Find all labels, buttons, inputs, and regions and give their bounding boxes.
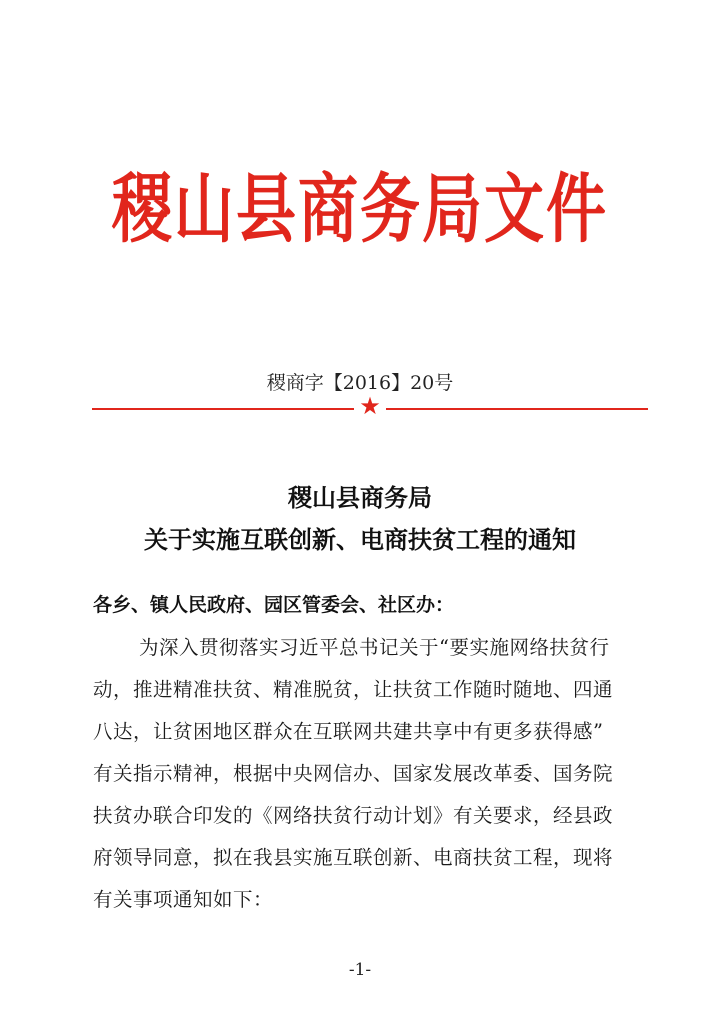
- body-line: 府领导同意，拟在我县实施互联创新、电商扶贫工程，现将: [93, 846, 614, 869]
- addressee: 各乡、镇人民政府、园区管委会、社区办：: [93, 594, 455, 616]
- body-line: 扶贫办联合印发的《网络扶贫行动计划》有关要求，经县政: [93, 804, 614, 827]
- document-number: 稷商字【2016】20号: [266, 372, 454, 394]
- document-header-title: 稷山县商务局文件: [112, 166, 608, 254]
- body-line: 八达，让贫困地区群众在互联网共建共享中有更多获得感”: [93, 720, 604, 743]
- notice-title-issuer: 稷山县商务局: [288, 483, 432, 512]
- body-line: 有关指示精神，根据中央网信办、国家发展改革委、国务院: [93, 762, 614, 785]
- star-icon: ★: [359, 392, 381, 420]
- page-number: -1-: [348, 960, 372, 980]
- red-divider: [92, 392, 648, 420]
- body-line: 有关事项通知如下：: [93, 888, 274, 911]
- divider-left-line: [92, 408, 354, 410]
- body-line: 为深入贯彻落实习近平总书记关于“要实施网络扶贫行: [139, 636, 610, 659]
- body-line: 动，推进精准扶贫、精准脱贫，让扶贫工作随时随地、四通: [93, 678, 614, 701]
- notice-title-subject: 关于实施互联创新、电商扶贫工程的通知: [144, 525, 576, 554]
- divider-right-line: [386, 408, 648, 410]
